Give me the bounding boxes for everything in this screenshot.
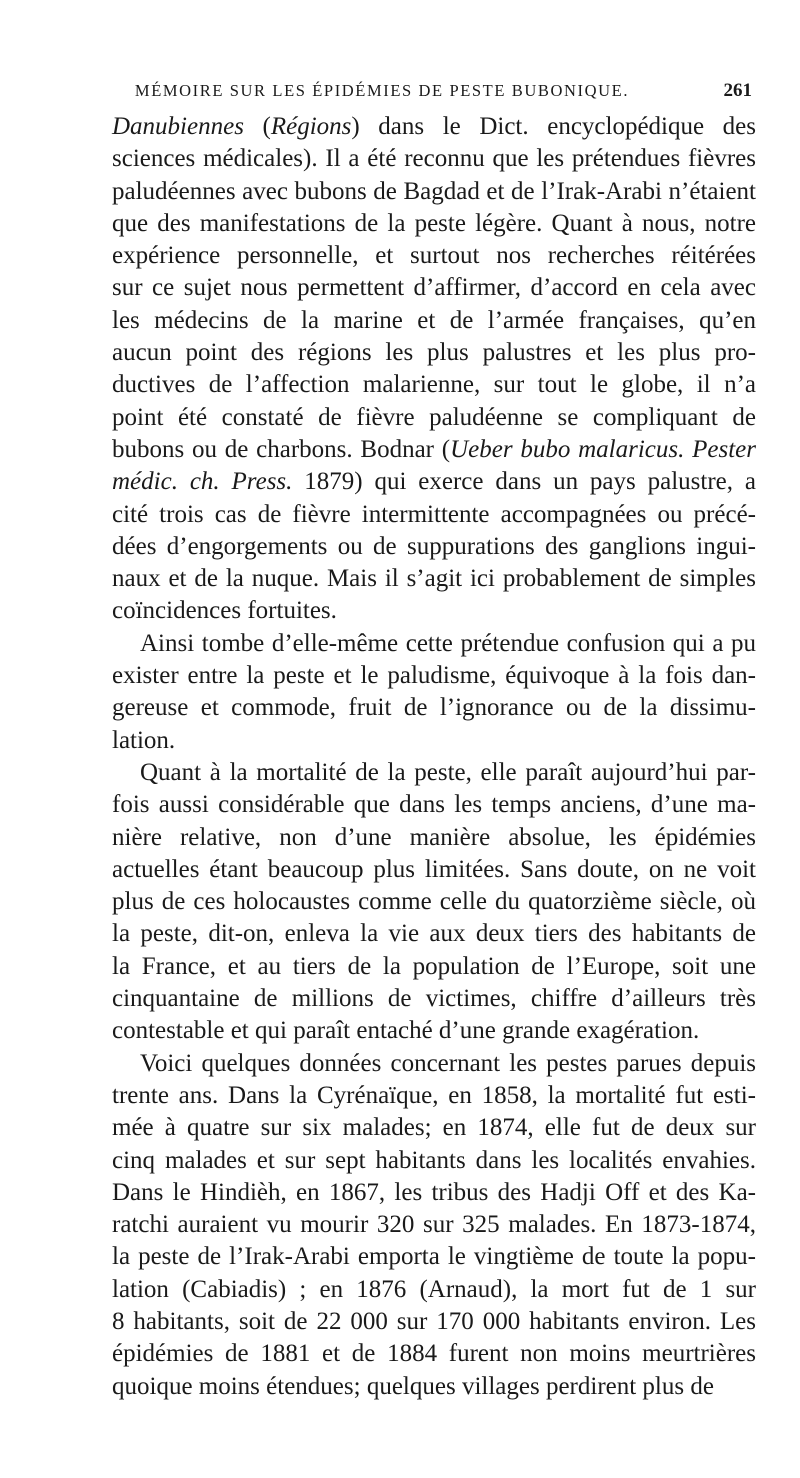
paragraph (112, 111, 756, 628)
text-line (112, 951, 756, 983)
text-segment: la France, et au tiers de la population de l’Europe, soit une (112, 952, 756, 980)
text-line (112, 1306, 756, 1338)
text-segment: Ainsi tombe d’elle-même cette prétendue confusion qui a pu (140, 629, 756, 657)
text-line (112, 1209, 756, 1241)
text-segment: coïncidences fortuites. (112, 597, 337, 625)
paragraph (112, 1048, 756, 1403)
text-segment: mée à quatre sur six malades; en 1874, elle fut de deux sur (112, 1114, 756, 1142)
text-line (112, 1371, 756, 1403)
text-line (112, 789, 756, 821)
text-segment: que des manifestations de la peste légère. Quant à nous, notre (112, 209, 756, 237)
running-title: MÉMOIRE SUR LES ÉPIDÉMIES DE PESTE BUBONIQUE. (134, 81, 630, 100)
text-segment: paludéennes avec bubons de Bagdad et de l’Irak-Arabi n’étaient (112, 177, 756, 205)
text-line (112, 176, 756, 208)
text-segment: point été constaté de fièvre paludéenne se compliquant de (112, 403, 756, 431)
text-segment: naux et de la nuque. Mais il s’agit ici probablement de simples (112, 565, 756, 593)
text-segment: lation. (112, 726, 176, 754)
text-line (112, 305, 756, 337)
text-segment: 1879) qui exerce dans un pays palustre, a (292, 468, 756, 496)
text-segment: quoique moins étendues; quelques villages perdirent plus de (112, 1372, 714, 1400)
text-line (112, 660, 756, 692)
text-segment: Voici quelques données concernant les pestes parues depuis (140, 1049, 756, 1077)
text-line (112, 1338, 756, 1370)
text-segment: nière relative, non d’une manière absolue, les épidémies (112, 823, 756, 851)
text-line (112, 563, 756, 595)
paragraph (112, 628, 756, 757)
text-segment: cinquantaine de millions de victimes, chiffre d’ailleurs très (112, 985, 756, 1013)
text-segment: cité trois cas de fièvre intermittente accompagnées ou précé- (112, 500, 756, 528)
page-number: 261 (723, 80, 752, 101)
text-segment: ratchi auraient vu mourir 320 sur 325 malades. En 1873-1874, (112, 1211, 756, 1239)
text-line (112, 725, 756, 757)
text-line (112, 499, 756, 531)
text-line (112, 1048, 756, 1080)
text-line (112, 337, 756, 369)
text-segment: cinq malades et sur sept habitants dans les localités envahies. (112, 1146, 756, 1174)
text-line (112, 143, 756, 175)
text-segment: la peste de l’Irak-Arabi emporta le vingtième de toute la popu- (112, 1243, 756, 1271)
text-segment: plus de ces holocaustes comme celle du quatorzième siècle, où (112, 888, 756, 916)
text-line (112, 272, 756, 304)
text-line (112, 983, 756, 1015)
body-text (112, 111, 756, 1403)
text-segment: ) dans le Dict. encyclopédique des (351, 113, 757, 140)
text-line (112, 402, 756, 434)
italic-text: médic. ch. Press. (112, 468, 293, 496)
text-segment: dées d’engorgements ou de suppurations des ganglions ingui- (112, 532, 756, 560)
text-segment: gereuse et commode, fruit de l’ignorance ou de la dissimu- (112, 694, 756, 722)
paragraph (112, 757, 756, 1048)
text-segment: ductives de l’affection malarienne, sur tout le globe, il n’a (112, 371, 756, 399)
text-line (112, 595, 756, 627)
text-segment: ( (243, 113, 271, 140)
text-line (112, 1274, 756, 1306)
text-segment: bubons ou de charbons. Bodnar ( (112, 435, 451, 463)
italic-text: Régions (270, 113, 352, 140)
text-line (112, 628, 756, 660)
text-segment: exister entre la peste et le paludisme, équivoque à la fois dan- (112, 662, 756, 690)
text-line (112, 434, 756, 466)
text-segment: la peste, dit-on, enleva la vie aux deux tiers des habitants de (112, 920, 756, 948)
running-head (112, 80, 752, 106)
text-segment: 8 habitants, soit de 22 000 sur 170 000 habitants environ. Les (112, 1307, 756, 1335)
text-line (112, 918, 756, 950)
text-line (112, 757, 756, 789)
text-line (112, 369, 756, 401)
text-line (112, 111, 756, 143)
text-segment: les médecins de la marine et de l’armée françaises, qu’en (112, 306, 756, 334)
text-segment: sciences médicales). Il a été reconnu que les prétendues fièvres (112, 145, 756, 173)
text-line (112, 886, 756, 918)
text-line (112, 466, 756, 498)
text-line (112, 692, 756, 724)
text-line (112, 1241, 756, 1273)
text-segment: Quant à la mortalité de la peste, elle paraît aujourd’hui par- (140, 758, 756, 786)
text-segment: sur ce sujet nous permettent d’affirmer, d’accord en cela avec (112, 274, 756, 302)
text-segment: expérience personnelle, et surtout nos recherches réitérées (112, 242, 756, 270)
text-line (112, 531, 756, 563)
text-line (112, 854, 756, 886)
italic-text: Ueber bubo malaricus. Pester (450, 435, 756, 463)
text-segment: actuelles étant beaucoup plus limitées. Sans doute, on ne voit (112, 855, 756, 883)
text-line (112, 208, 756, 240)
text-segment: aucun point des régions les plus palustres et les plus pro- (112, 339, 756, 367)
text-segment: fois aussi considérable que dans les temps anciens, d’une ma- (112, 791, 756, 819)
text-line (112, 240, 756, 272)
text-line (112, 1015, 756, 1047)
text-segment: épidémies de 1881 et de 1884 furent non moins meurtrières (112, 1340, 756, 1368)
text-line (112, 1112, 756, 1144)
italic-text: Danubiennes (112, 113, 244, 140)
text-line (112, 1177, 756, 1209)
text-segment: contestable et qui paraît entaché d’une grande exagération. (112, 1017, 700, 1045)
text-line (112, 822, 756, 854)
text-line (112, 1145, 756, 1177)
text-segment: Dans le Hindièh, en 1867, les tribus des Hadji Off et des Ka- (112, 1178, 756, 1206)
text-line (112, 1080, 756, 1112)
text-segment: trente ans. Dans la Cyrénaïque, en 1858, la mortalité fut esti- (112, 1081, 756, 1109)
text-segment: lation (Cabiadis) ; en 1876 (Arnaud), la mort fut de 1 sur (112, 1275, 756, 1303)
